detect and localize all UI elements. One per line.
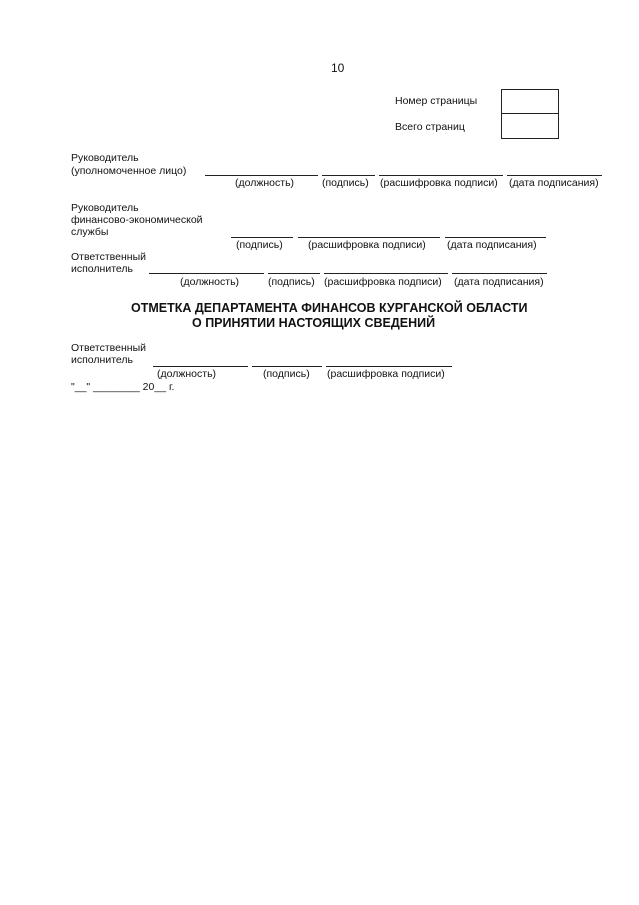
head-position-line[interactable] (205, 175, 318, 176)
head-title-line1: Руководитель (71, 152, 139, 164)
head-date-line[interactable] (507, 175, 602, 176)
department-position-line[interactable] (153, 366, 248, 367)
executor-signature-line[interactable] (268, 273, 320, 274)
finance-signature-caption: (подпись) (236, 239, 283, 251)
executor-position-line[interactable] (149, 273, 264, 274)
executor-title-line2: исполнитель (71, 263, 133, 275)
executor-position-caption: (должность) (180, 276, 240, 288)
department-signature-caption: (подпись) (263, 368, 310, 380)
executor-signature-caption: (подпись) (268, 276, 315, 288)
page-number: 10 (331, 61, 345, 75)
head-title-line2: (уполномоченное лицо) (71, 165, 187, 177)
finance-decoding-line[interactable] (298, 237, 440, 238)
total-pages-label: Всего страниц (395, 121, 465, 133)
department-position-caption: (должность) (157, 368, 217, 380)
finance-date-caption: (дата подписания) (447, 239, 537, 251)
total-pages-box[interactable] (501, 113, 559, 139)
executor-title-line1: Ответственный (71, 251, 146, 263)
executor-decoding-line[interactable] (324, 273, 448, 274)
executor-date-line[interactable] (452, 273, 547, 274)
page-number-box[interactable] (501, 89, 559, 115)
department-signature-line[interactable] (252, 366, 322, 367)
finance-title-line1: Руководитель (71, 202, 139, 214)
finance-title-line3: службы (71, 226, 109, 238)
department-heading-line1: ОТМЕТКА ДЕПАРТАМЕНТА ФИНАНСОВ КУРГАНСКОЙ ОБЛАСТИ (131, 301, 528, 315)
head-signature-caption: (подпись) (322, 177, 369, 189)
finance-date-line[interactable] (445, 237, 546, 238)
department-heading-line2: О ПРИНЯТИИ НАСТОЯЩИХ СВЕДЕНИЙ (192, 316, 436, 330)
head-decoding-caption: (расшифровка подписи) (380, 177, 498, 189)
department-decoding-line[interactable] (326, 366, 452, 367)
finance-signature-line[interactable] (231, 237, 293, 238)
department-executor-line2: исполнитель (71, 354, 133, 366)
executor-date-caption: (дата подписания) (454, 276, 544, 288)
department-date-line: "__" ________ 20__ г. (71, 381, 175, 393)
department-decoding-caption: (расшифровка подписи) (327, 368, 445, 380)
finance-title-line2: финансово-экономической (71, 214, 203, 226)
head-signature-line[interactable] (322, 175, 375, 176)
head-date-caption: (дата подписания) (509, 177, 599, 189)
page-number-label: Номер страницы (395, 95, 478, 107)
executor-decoding-caption: (расшифровка подписи) (324, 276, 442, 288)
finance-decoding-caption: (расшифровка подписи) (308, 239, 426, 251)
head-decoding-line[interactable] (379, 175, 503, 176)
head-position-caption: (должность) (235, 177, 295, 189)
department-executor-line1: Ответственный (71, 342, 146, 354)
